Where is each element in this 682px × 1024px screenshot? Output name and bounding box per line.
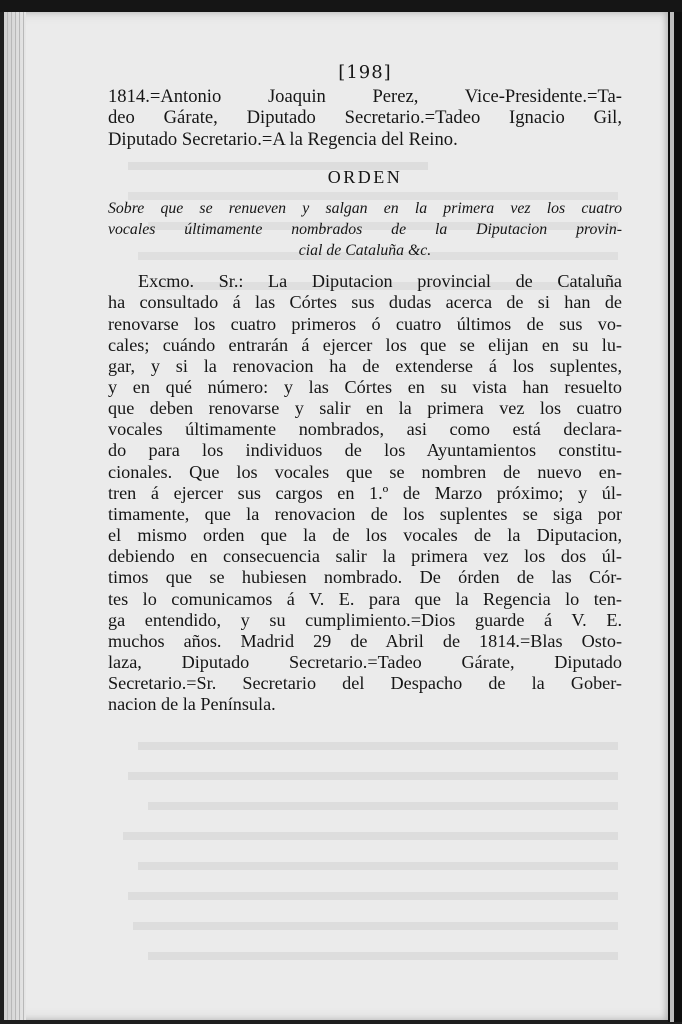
body-line: y en qué número: y las Córtes en su vista han resuelto [108,377,622,397]
page-stack-edge [4,12,26,1020]
body-line: el mismo orden que la de los vocales de la Diputacion, [108,525,622,546]
body-line: vocales últimamente nombrados, asi como está declara- [108,419,622,440]
body-line: cionales. Que los vocales que se nombren de nuevo en- [108,461,622,482]
body-line: timos que se hubiesen nombrado. De órden de las Cór- [108,567,622,588]
body-line: laza, Diputado Secretario.=Tadeo Gárate, Diputado [108,652,622,673]
subtitle-line: vocales últimamente nombrados de la Diputacion provin- [108,221,622,239]
body-line: tes lo comunicamos á V. E. para que la Regencia lo ten- [108,588,622,609]
body-line: tren á ejercer sus cargos en 1.º de Marzo próximo; y úl- [108,482,622,503]
body-line: do para los individuos de los Ayuntamientos constitu- [108,440,622,461]
header-signatures [108,86,622,150]
show-through-texture-lower [110,720,618,960]
body-line: gar, y si la renovacion ha de extenderse á los suplentes, [108,355,622,376]
body-text [108,271,622,715]
page-text [108,60,622,716]
book-spine-edge [668,12,682,1022]
page-number: [198] [338,62,392,83]
section-subtitle [108,198,622,261]
subtitle-line: cial de Cataluña &c. [298,242,432,260]
body-line: ha consultado á las Córtes sus dudas acerca de si han de [108,292,622,313]
header-line: deo Gárate, Diputado Secretario.=Tadeo Ignacio Gil, [108,107,622,129]
body-line: timamente, que la renovacion de los suplentes se siga por [108,503,622,524]
header-line: 1814.=Antonio Joaquin Perez, Vice-Presidente.=Ta- [108,86,622,107]
scan-background-top [0,0,682,12]
body-line: Secretario.=Sr. Secretario del Despacho de la Gober- [108,673,622,694]
section-title: ORDEN [327,167,403,188]
subtitle-line: Sobre que se renueven y salgan en la primera vez los cuatro [108,200,622,218]
body-line: nacion de la Península. [108,694,276,715]
body-line: debiendo en consecuencia salir la primera vez los dos úl- [108,546,622,567]
header-line: Diputado Secretario.=A la Regencia del Reino. [108,128,458,150]
body-line: ga entendido, y su cumplimiento.=Dios guarde á V. E. [108,609,622,630]
body-line: que deben renovarse y salir en la primera vez los cuatro [108,398,622,419]
body-line: Excmo. Sr.: La Diputacion provincial de Cataluña [138,271,622,292]
body-line: renovarse los cuatro primeros ó cuatro últimos de sus vo- [108,313,622,334]
body-line: cales; cuándo entrarán á ejercer los que se elijan en su lu- [108,334,622,355]
body-line: muchos años. Madrid 29 de Abril de 1814.=Blas Osto- [108,630,622,651]
